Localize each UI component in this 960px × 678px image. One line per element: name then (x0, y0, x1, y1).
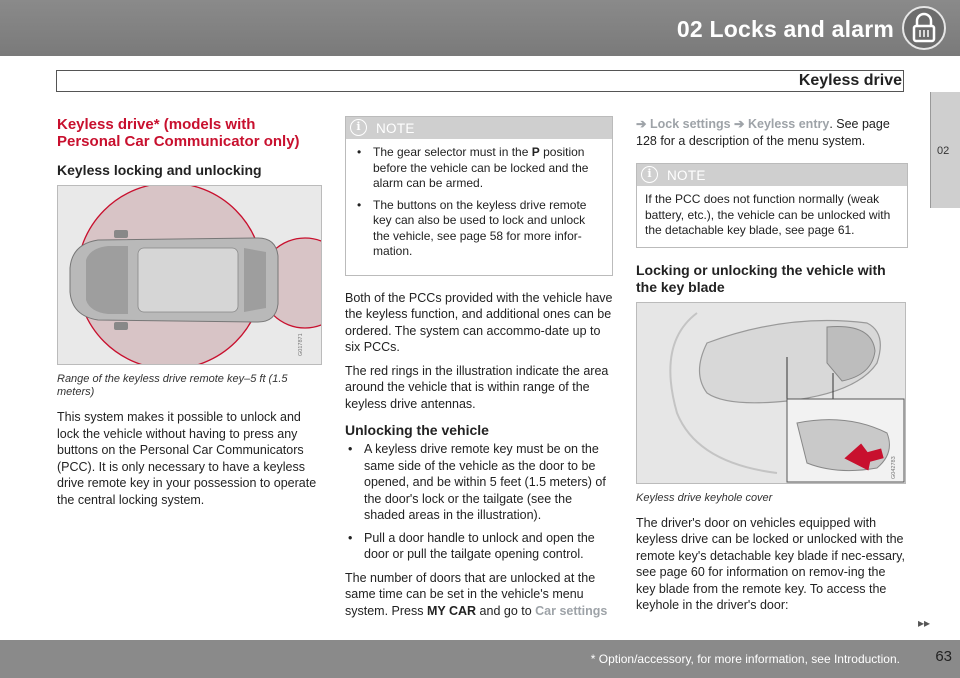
chapter-side-tab-label: 02 (937, 145, 950, 157)
subheading-keyless-locking: Keyless locking and unlocking (57, 162, 262, 178)
figure-id: G017871 (298, 333, 304, 356)
menu-path-lock-settings: Lock settings (649, 117, 731, 131)
note-header (346, 117, 612, 139)
info-icon: i (350, 119, 367, 136)
menu-path-paragraph: ➔ Lock settings ➔ Keyless entry. See page 128 for a description of the menu system. (636, 117, 890, 148)
column-left (57, 116, 322, 515)
subheading-unlocking: Unlocking the vehicle (345, 422, 489, 438)
arrow-icon: ➔ (734, 117, 745, 131)
figure-id: G042783 (891, 455, 897, 479)
body-paragraph-menu: The number of doors that are unlocked at the same time can be set in the vehicle's menu system. Press MY CAR and go to Car settings (345, 570, 608, 618)
body-paragraph: The red rings in the illustration indicate the area around the vehicle that is within range of the keyless drive antennas. (345, 363, 609, 411)
section-header-box (56, 70, 904, 92)
note-body: If the PCC does not function normally (weak battery, etc.), the vehicle can be unlocked with the detachable key blade, see page 61. (645, 192, 891, 237)
chapter-title: 02 Locks and alarm (676, 16, 894, 42)
arrow-icon: ➔ (636, 117, 647, 131)
column-middle (345, 116, 613, 626)
figure-caption-range: Range of the keyless drive remote key–5 ft (1.5 meters) (57, 373, 288, 398)
vehicle-range-illustration (57, 185, 322, 365)
note-header (637, 164, 907, 186)
body-paragraph: This system makes it possible to unlock and lock the vehicle without having to press any buttons on the Personal Car Communicators (PCC). It is only necessary to have a keyless drive remote key in your possession to operate the central locking system. (57, 410, 317, 507)
note-bullet: • The buttons on the keyless drive remote key can also be used to lock and unlock the vehicle, see page 58 for more infor-mation. (354, 198, 604, 260)
list-item: • Pull a door handle to unlock and open the door or pull the tailgate opening control. (345, 530, 613, 563)
body-paragraph: The driver's door on vehicles equipped with keyless drive can be locked or unlocked with the remote key's detachable key blade if nec-essary, see page 60 for information on remov-ing the key blade from the remote key. To access the keyhole in the driver's door: (636, 515, 905, 612)
menu-path-car-settings: Car settings (535, 603, 608, 618)
menu-path-keyless-entry: Keyless entry (748, 117, 830, 131)
subheading-key-blade: Locking or unlocking the vehicle with the key blade (636, 261, 886, 295)
page-number: 63 (935, 648, 952, 665)
column-right (636, 116, 908, 621)
note-box-gear-selector (345, 116, 613, 276)
keyhole-cover-illustration (636, 302, 906, 484)
list-item: • A keyless drive remote key must be on the same side of the vehicle as the door to be opened, and be within 5 feet (1.5 meters) of the door's lock or the tailgate (see the shaded areas in the illustration). (345, 441, 613, 524)
article-heading: Keyless drive* (models with Personal Car Communicator only) (57, 116, 300, 150)
padlock-icon (902, 6, 946, 50)
section-title: Keyless drive (798, 72, 902, 89)
continue-arrow-icon: ▸▸ (917, 616, 930, 630)
option-footnote: * Option/accessory, for more information, see Introduction. (590, 652, 900, 666)
note-box-pcc (636, 163, 908, 248)
note-label: NOTE (376, 120, 415, 136)
figure-caption-keyhole: Keyless drive keyhole cover (636, 491, 773, 504)
note-bullet: • The gear selector must in the P position before the vehicle can be locked and the alarm can be armed. (354, 145, 604, 192)
body-paragraph: Both of the PCCs provided with the vehicle have the keyless function, and additional ones can be ordered. The system can accommo-date up to six PCCs. (345, 290, 613, 354)
info-icon: i (641, 166, 658, 183)
note-label: NOTE (667, 167, 706, 183)
note-body (346, 139, 612, 275)
